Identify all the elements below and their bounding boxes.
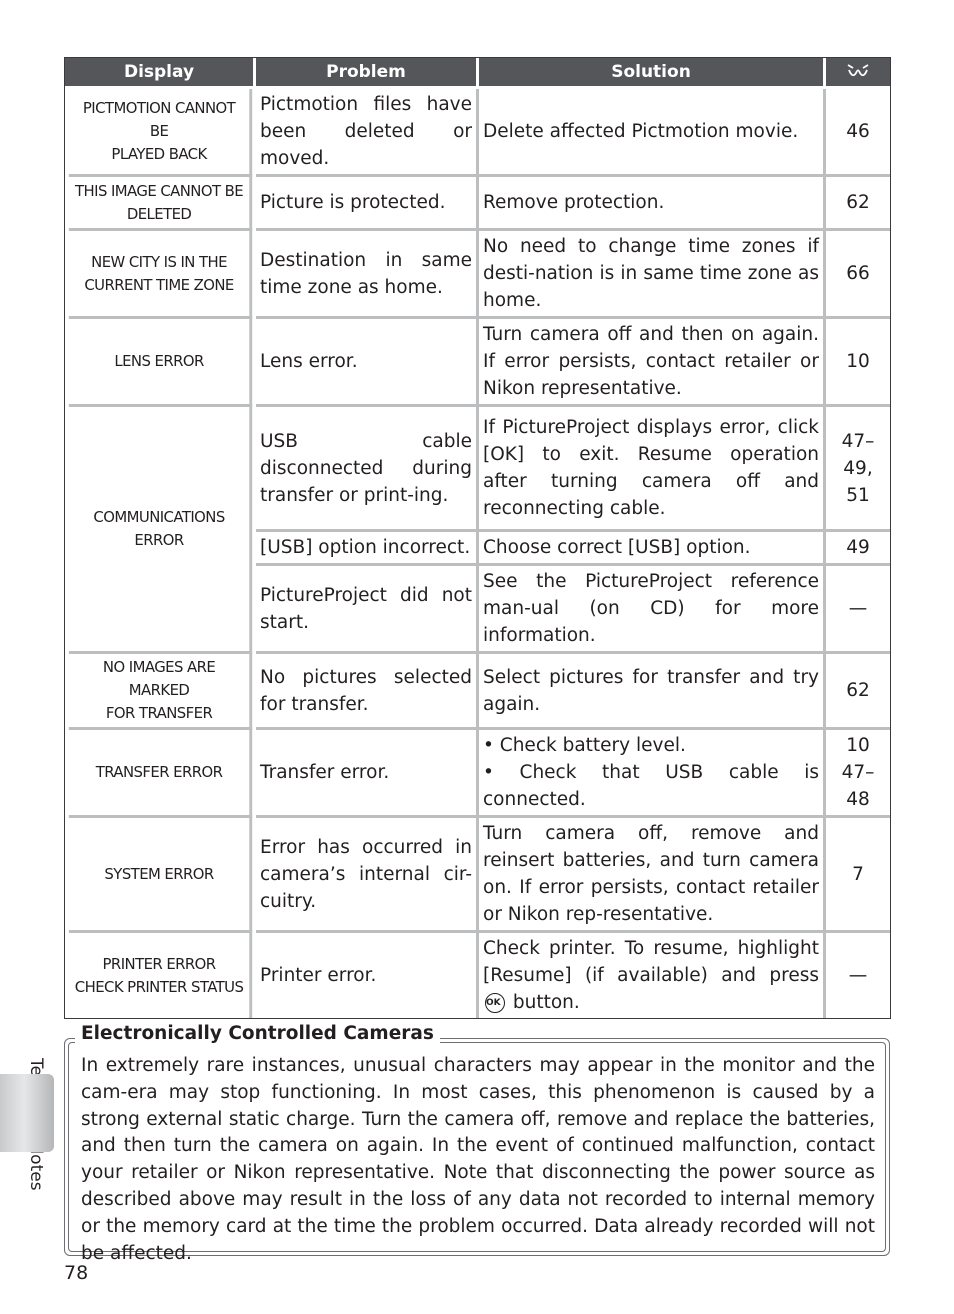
table-header-row: [65, 58, 890, 89]
table-row: [65, 231, 890, 319]
display-message-line: FOR TRANSFER: [105, 704, 213, 722]
table-row: [65, 407, 890, 532]
table-row: [65, 89, 890, 177]
page-reference-cell: [826, 407, 890, 532]
display-message-line: THIS IMAGE CANNOT BE: [75, 181, 244, 200]
note-body: In extremely rare instances, unusual characters may appear in the monitor and the cam-era may stop functioning. In most cases, this phenomenon is caused by a strong external static charge. Turn the camera off, remove and replace the batteries, and then turn the camera on again. In the event of continued malfunction, contact your retailer or Nikon representative. Note that disconnecting the power source as described above may result in the loss of any data not recorded to internal memory or the memory card at the time the problem occurred. Data already recorded will not be affected.: [81, 1055, 875, 1264]
page-reference-cell: [826, 89, 890, 177]
table-row: [65, 933, 890, 1018]
header-problem: Problem: [256, 58, 479, 89]
solution-cell: Delete affected Pictmotion movie.: [479, 89, 826, 177]
table-row: [65, 730, 890, 818]
display-message-cell: [69, 177, 252, 231]
note-title: Electronically Controlled Cameras: [75, 1023, 440, 1044]
table-row: [65, 818, 890, 933]
page-reference-cell: [826, 818, 890, 933]
page-reference: 7: [852, 863, 864, 885]
page-reference-cell: [826, 532, 890, 566]
problem-cell: PictureProject did not start.: [256, 566, 479, 654]
display-message-line: NO IMAGES ARE MARKED: [102, 658, 216, 699]
display-message-cell: [69, 407, 252, 654]
problem-cell: Transfer error.: [256, 730, 479, 818]
problem-cell: [USB] option incorrect.: [256, 532, 479, 566]
section-thumb-tab: [0, 1074, 54, 1152]
display-message-line: SYSTEM ERROR: [104, 864, 214, 883]
solution-text: Check printer. To resume, highlight [Resume] (if available) and press: [483, 938, 819, 986]
problem-cell: Destination in same time zone as home.: [256, 231, 479, 319]
table-row: [65, 177, 890, 231]
note-box: [64, 1023, 890, 1264]
page-reference: 62: [846, 192, 870, 213]
problem-cell: USB cable disconnected during transfer or print-ing.: [256, 407, 479, 532]
display-message-cell: [69, 319, 252, 407]
display-message-line: CURRENT TIME ZONE: [84, 275, 234, 294]
page-reference-cell: [826, 319, 890, 407]
page-reference: —: [848, 598, 868, 619]
display-message-line: DELETED: [126, 204, 192, 223]
display-message-cell: [69, 933, 252, 1018]
solution-cell: No need to change time zones if desti-nation is in same time zone as home.: [479, 231, 826, 319]
ok-button-icon: OK: [485, 993, 505, 1013]
problem-cell: Printer error.: [256, 933, 479, 1018]
display-message-line: COMMUNICATIONS ERROR: [93, 508, 225, 549]
display-message-cell: [69, 89, 252, 177]
display-message-cell: [69, 730, 252, 818]
solution-bullet: • Check that USB cable is connected.: [483, 762, 819, 810]
page-reference: 47–48: [841, 762, 875, 810]
solution-cell: Choose correct [USB] option.: [479, 532, 826, 566]
reference-glasses-icon: [846, 62, 870, 82]
page-reference: 49: [846, 537, 870, 558]
display-message-line: PLAYED BACK: [111, 145, 207, 163]
page-reference-cell: [826, 654, 890, 730]
problem-cell: Pictmotion files have been deleted or moved.: [256, 89, 479, 177]
solution-cell: Remove protection.: [479, 177, 826, 231]
page-reference: 10: [846, 351, 870, 372]
page-reference-cell: [826, 933, 890, 1018]
solution-cell: Select pictures for transfer and try again.: [479, 654, 826, 730]
display-message-cell: [69, 654, 252, 730]
page-reference-cell: [826, 730, 890, 818]
solution-cell: If PictureProject displays error, click [OK] to exit. Resume operation after turning camera off and reconnecting cable.: [479, 407, 826, 532]
page-reference-cell: [826, 566, 890, 654]
table-row: [65, 654, 890, 730]
problem-cell: Picture is protected.: [256, 177, 479, 231]
display-message-line: TRANSFER ERROR: [95, 763, 223, 781]
header-solution: Solution: [479, 58, 826, 89]
display-message-line: PRINTER ERROR: [102, 954, 216, 973]
page-number: 78: [64, 1262, 89, 1284]
solution-cell: Turn camera off and then on again. If error persists, contact retailer or Nikon representative.: [479, 319, 826, 407]
page-reference-cell: [826, 177, 890, 231]
display-message-line: NEW CITY IS IN THE: [91, 252, 227, 271]
page-reference-cell: [826, 231, 890, 319]
page-reference: 47–49,: [841, 430, 875, 479]
display-message-line: LENS ERROR: [114, 352, 204, 370]
display-message-cell: [69, 231, 252, 319]
problem-cell: Error has occurred in camera’s internal cir-cuitry.: [256, 818, 479, 933]
page-reference: 66: [846, 263, 870, 284]
solution-cell: [479, 933, 826, 1018]
display-message-line: CHECK PRINTER STATUS: [74, 977, 244, 996]
solution-cell: Turn camera off, remove and reinsert batteries, and turn camera on. If error persists, contact retailer or Nikon rep-resentative.: [479, 818, 826, 933]
header-display: Display: [65, 58, 256, 89]
page-reference: —: [848, 965, 868, 986]
solution-cell: See the PictureProject reference man-ual (on CD) for more information.: [479, 566, 826, 654]
problem-cell: Lens error.: [256, 319, 479, 407]
page-reference: 62: [846, 680, 870, 701]
problem-cell: No pictures selected for transfer.: [256, 654, 479, 730]
solution-bullet: • Check battery level.: [483, 735, 686, 756]
display-message-cell: [69, 818, 252, 933]
table-row: [65, 319, 890, 407]
solution-cell: [479, 730, 826, 818]
error-message-table: [64, 57, 891, 1019]
page-reference: 51: [846, 484, 870, 506]
display-message-line: PICTMOTION CANNOT BE: [82, 99, 236, 140]
page-reference: 10: [846, 735, 870, 756]
page-reference: 46: [846, 121, 870, 142]
header-page-reference: [826, 58, 890, 89]
solution-text: button.: [512, 992, 580, 1013]
